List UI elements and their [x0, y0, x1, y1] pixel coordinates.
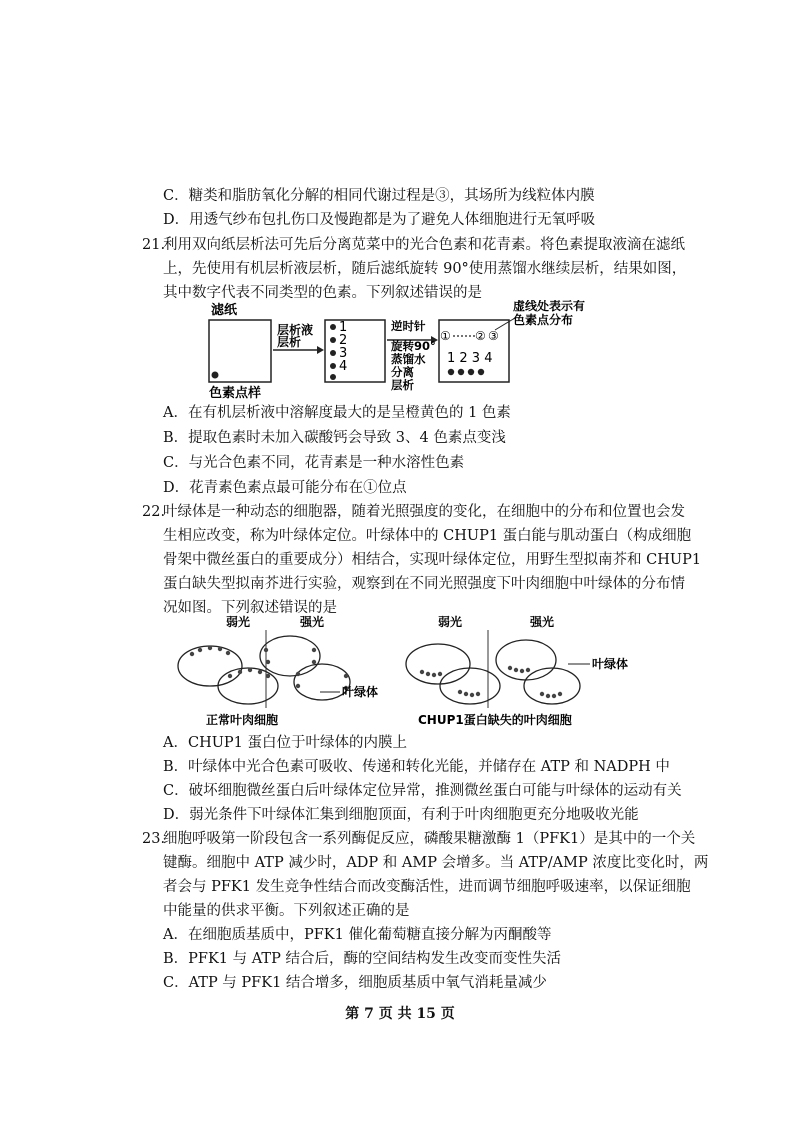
circled-3: ③ — [488, 329, 499, 343]
q20-option-c: C．糖类和脂肪氧化分解的相同代谢过程是③，其场所为线粒体内膜 — [163, 188, 595, 204]
left-strong-light: 强光 — [300, 615, 325, 629]
q22-option-a: A．CHUP1 蛋白位于叶绿体的内膜上 — [163, 735, 408, 751]
spot-number-3: 3 — [339, 346, 348, 361]
filter-paper-box — [209, 320, 271, 382]
q23-option-a: A．在细胞质基质中，PFK1 催化葡萄糖直接分解为丙酮酸等 — [163, 927, 552, 943]
dashed-note-2: 色素点分布 — [513, 313, 574, 327]
arrow2-label-4: 分离 — [391, 365, 414, 379]
filter-paper-label: 滤纸 — [211, 303, 238, 318]
mutant-cell — [524, 668, 580, 704]
left-chloroplast-label: 叶绿体 — [342, 685, 379, 699]
q22-stem-line-4: 蛋白缺失型拟南芥进行实验，观察到在不同光照强度下叶肉细胞中叶绿体的分布情 — [163, 576, 685, 592]
mutant-cell — [496, 640, 556, 680]
arrow2-label-5: 层析 — [391, 378, 414, 392]
circled-1: ① — [440, 329, 451, 343]
q21-stem-line-1: 利用双向纸层析法可先后分离苋菜中的光合色素和花青素。将色素提取液滴在滤纸 — [163, 237, 685, 253]
arrow1-label-1: 层析液 — [277, 323, 314, 337]
q22-option-d: D．弱光条件下叶绿体汇集到细胞顶面，有利于叶肉细胞更充分地吸收光能 — [163, 807, 639, 823]
q21-option-d: D．花青素色素点最可能分布在①位点 — [163, 480, 407, 496]
q21-number: 21. — [142, 237, 166, 253]
q22-number: 22. — [142, 504, 166, 520]
sample-spot-label: 色素点样 — [209, 386, 262, 400]
arrow2-label-2: 旋转90° — [391, 339, 436, 353]
q21-option-a: A．在有机层析液中溶解度最大的是呈橙黄色的 1 色素 — [163, 405, 511, 421]
arrow2-label-1: 逆时针 — [391, 319, 426, 333]
dashed-note-1: 虚线处表示有 — [513, 300, 586, 313]
q21-stem-line-2: 上，先使用有机层析液层析，随后滤纸旋转 90°使用蒸馏水继续层析，结果如图， — [163, 261, 687, 277]
q23-number: 23. — [142, 831, 166, 847]
spot-number-1: 1 — [339, 320, 348, 335]
caption-chup1-cells: CHUP1蛋白缺失的叶肉细胞 — [418, 713, 572, 727]
q22-stem-line-3: 骨架中微丝蛋白的重要成分）相结合，实现叶绿体定位，用野生型拟南芥和 CHUP1 — [163, 552, 702, 568]
right-chloroplast-label: 叶绿体 — [592, 657, 629, 671]
q21-stem-line-3: 其中数字代表不同类型的色素。下列叙述错误的是 — [163, 285, 482, 301]
caption-normal-cells: 正常叶肉细胞 — [206, 713, 279, 727]
page-footer: 第 7 页 共 15 页 — [345, 1006, 455, 1022]
spot-number-2: 2 — [339, 333, 348, 348]
left-weak-light: 弱光 — [226, 615, 251, 629]
q22-option-c: C．破坏细胞微丝蛋白后叶绿体定位异常，推测微丝蛋白可能与叶绿体的运动有关 — [163, 783, 682, 799]
row-numbers: 1 2 3 4 — [447, 351, 493, 366]
q21-chromatography-figure — [195, 300, 615, 400]
q22-chloroplast-figure — [170, 612, 650, 730]
circled-2: ② — [475, 329, 486, 343]
q22-stem-line-5: 况如图。下列叙述错误的是 — [163, 600, 337, 616]
q21-option-c: C．与光合色素不同，花青素是一种水溶性色素 — [163, 455, 465, 471]
q22-option-b: B．叶绿体中光合色素可吸收、传递和转化光能，并储存在 ATP 和 NADPH 中 — [163, 759, 670, 775]
spot-number-4: 4 — [339, 359, 348, 374]
q23-stem-line-1: 细胞呼吸第一阶段包含一系列酶促反应，磷酸果糖激酶 1（PFK1）是其中的一个关 — [163, 831, 696, 847]
q22-stem-line-1: 叶绿体是一种动态的细胞器，随着光照强度的变化，在细胞中的分布和位置也会发 — [163, 504, 685, 520]
arrow2-label-3: 蒸馏水 — [391, 352, 426, 366]
q23-option-c: C．ATP 与 PFK1 结合增多，细胞质基质中氧气消耗量减少 — [163, 975, 547, 991]
mutant-cell — [406, 644, 470, 684]
right-weak-light: 弱光 — [438, 615, 463, 629]
right-strong-light: 强光 — [530, 615, 555, 629]
arrow1-label-2: 层析 — [277, 335, 302, 349]
normal-cell — [218, 668, 278, 704]
q23-stem-line-4: 中能量的供求平衡。下列叙述正确的是 — [163, 903, 410, 919]
q20-option-d: D．用透气纱布包扎伤口及慢跑都是为了避免人体细胞进行无氧呼吸 — [163, 212, 596, 228]
normal-cell — [178, 646, 242, 686]
q23-option-b: B．PFK1 与 ATP 结合后，酶的空间结构发生改变而变性失活 — [163, 951, 561, 967]
q23-stem-line-2: 键酶。细胞中 ATP 减少时，ADP 和 AMP 会增多。当 ATP/AMP 浓度比变化时，两 — [163, 855, 709, 871]
q23-stem-line-3: 者会与 PFK1 发生竞争性结合而改变酶活性，进而调节细胞呼吸速率，以保证细胞 — [163, 879, 691, 895]
q21-option-b: B．提取色素时未加入碳酸钙会导致 3、4 色素点变浅 — [163, 430, 506, 446]
q22-stem-line-2: 生相应改变，称为叶绿体定位。叶绿体中的 CHUP1 蛋白能与肌动蛋白（构成细胞 — [163, 528, 692, 544]
mutant-cell — [440, 668, 500, 704]
sample-spot — [212, 372, 219, 379]
normal-cell — [260, 636, 320, 676]
